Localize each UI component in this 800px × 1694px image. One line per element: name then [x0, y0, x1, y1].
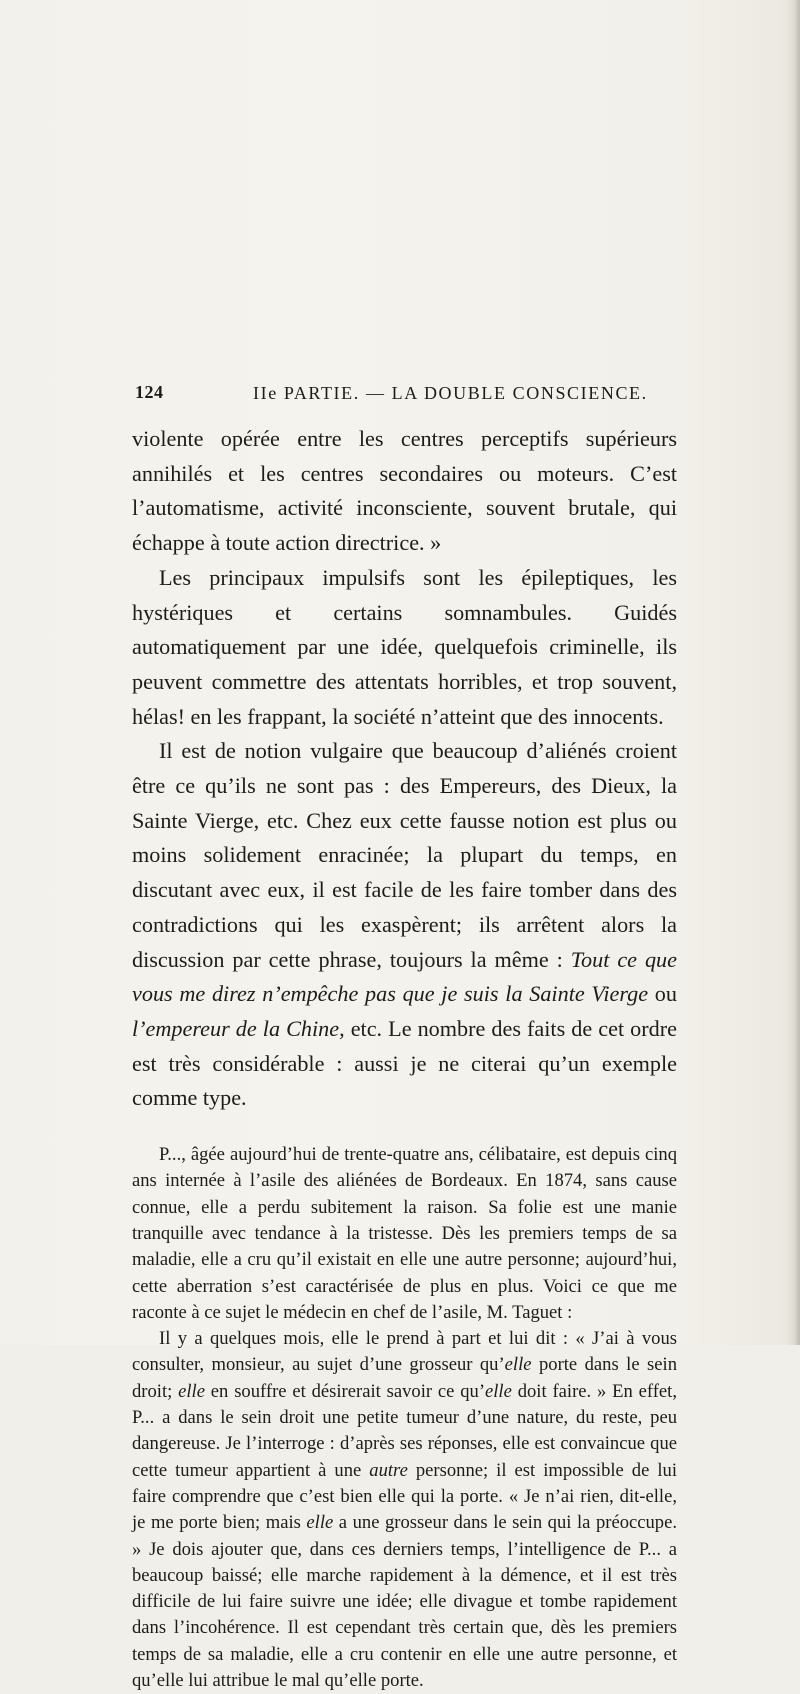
page-body	[132, 422, 677, 1694]
text-run: Les principaux impulsifs sont les épileptiques, les hystériques et certains somnambules. Guidés automatiquement par une idée, quelquefois criminelle, ils peuvent commettre des attentats horribles, et trop souvent, hélas! en les frappant, la société n’atteint que des innocents.	[132, 564, 677, 729]
page-header	[135, 382, 695, 406]
text-run: personne; il est impossible de lui faire comprendre que c’est bien elle qui la porte. « Je n’ai rien, dit-elle, je me porte bien; mais	[132, 1459, 677, 1534]
body-paragraph	[132, 422, 677, 561]
text-run: Il y a quelques mois, elle le prend à part et lui dit : « J’ai à vous consulter, monsieur, au sujet d’une grosseur qu’	[132, 1328, 677, 1376]
case-paragraph	[132, 1142, 677, 1326]
body-paragraph	[132, 734, 677, 1116]
italic-text: elle	[306, 1512, 334, 1534]
text-run: Il est de notion vulgaire que beaucoup d’aliénés croient être ce qu’ils ne sont pas : des Empereurs, des Dieux, la Sainte Vierge, etc. Chez eux cette fausse notion est plus ou moins solidement enracinée; la plupart du temps, en discutant avec eux, il est facile de les faire tomber dans des contradictions qui les exaspèrent; ils arrêtent alors la discussion par cette phrase, toujours la même :	[132, 738, 677, 972]
text-run: porte dans le sein droit;	[132, 1354, 677, 1402]
italic-text: elle	[485, 1380, 512, 1402]
case-paragraph	[132, 1326, 677, 1694]
text-run: P..., âgée aujourd’hui de trente-quatre ans, célibataire, est depuis cinq ans internée à l’asile des aliénées de Bordeaux. En 1874, sans cause connue, elle a perdu subitement la raison. Sa folie est une manie tranquille avec tendance à la tristesse. Dès les premiers temps de sa maladie, elle a cru qu’il existait en elle une autre personne; aujourd’hui, cette aberration s’est caractérisée de plus en plus. Voici ce que me raconte à ce sujet le médecin en chef de l’asile, M. Taguet :	[132, 1144, 677, 1323]
italic-text: elle	[504, 1354, 532, 1376]
page-edge-shadow	[786, 0, 800, 1345]
text-run: violente opérée entre les centres perceptifs supérieurs annihilés et les centres secondaires ou moteurs. C’est l’automatisme, activité inconsciente, souvent brutale, qui échappe à toute action directrice. »	[132, 426, 677, 556]
page-number: 124	[135, 382, 164, 402]
italic-text: autre	[369, 1459, 408, 1481]
text-run: a une grosseur dans le sein qui la préoccupe. » Je dois ajouter que, dans ces derniers temps, l’intelligence de P... a beaucoup baissé; elle marche rapidement à la démence, et il est très difficile de lui faire suivre une idée; elle divague et tombe rapidement dans l’incohérence. Il est cependant très certain que, dès les premiers temps de sa maladie, elle a cru contenir en elle une autre personne, et qu’elle lui attribue le mal qu’elle porte.	[132, 1512, 677, 1691]
case-report-text	[132, 1142, 677, 1694]
running-head: IIe PARTIE. — LA DOUBLE CONSCIENCE.	[253, 383, 648, 403]
body-paragraph	[132, 561, 677, 735]
italic-text: l’empereur de la Chine,	[132, 1015, 345, 1041]
main-text	[132, 422, 677, 1116]
text-run: etc. Le nombre des faits de cet ordre est très considérable : aussi je ne citerai qu’un exemple comme type.	[132, 1015, 677, 1111]
italic-text: elle	[178, 1380, 205, 1402]
text-run: ou	[648, 981, 677, 1007]
italic-text: Tout ce que vous me direz n’empêche pas que je suis la Sainte Vierge	[132, 946, 677, 1007]
text-run: doit faire. » En effet, P... a dans le sein droit une petite tumeur d’une nature, du reste, peu dangereuse. Je l’interroge : d’après ses réponses, elle est convaincue que cette tumeur appartient à une	[132, 1380, 677, 1481]
text-run: en souffre et désirerait savoir ce qu’	[204, 1380, 486, 1402]
